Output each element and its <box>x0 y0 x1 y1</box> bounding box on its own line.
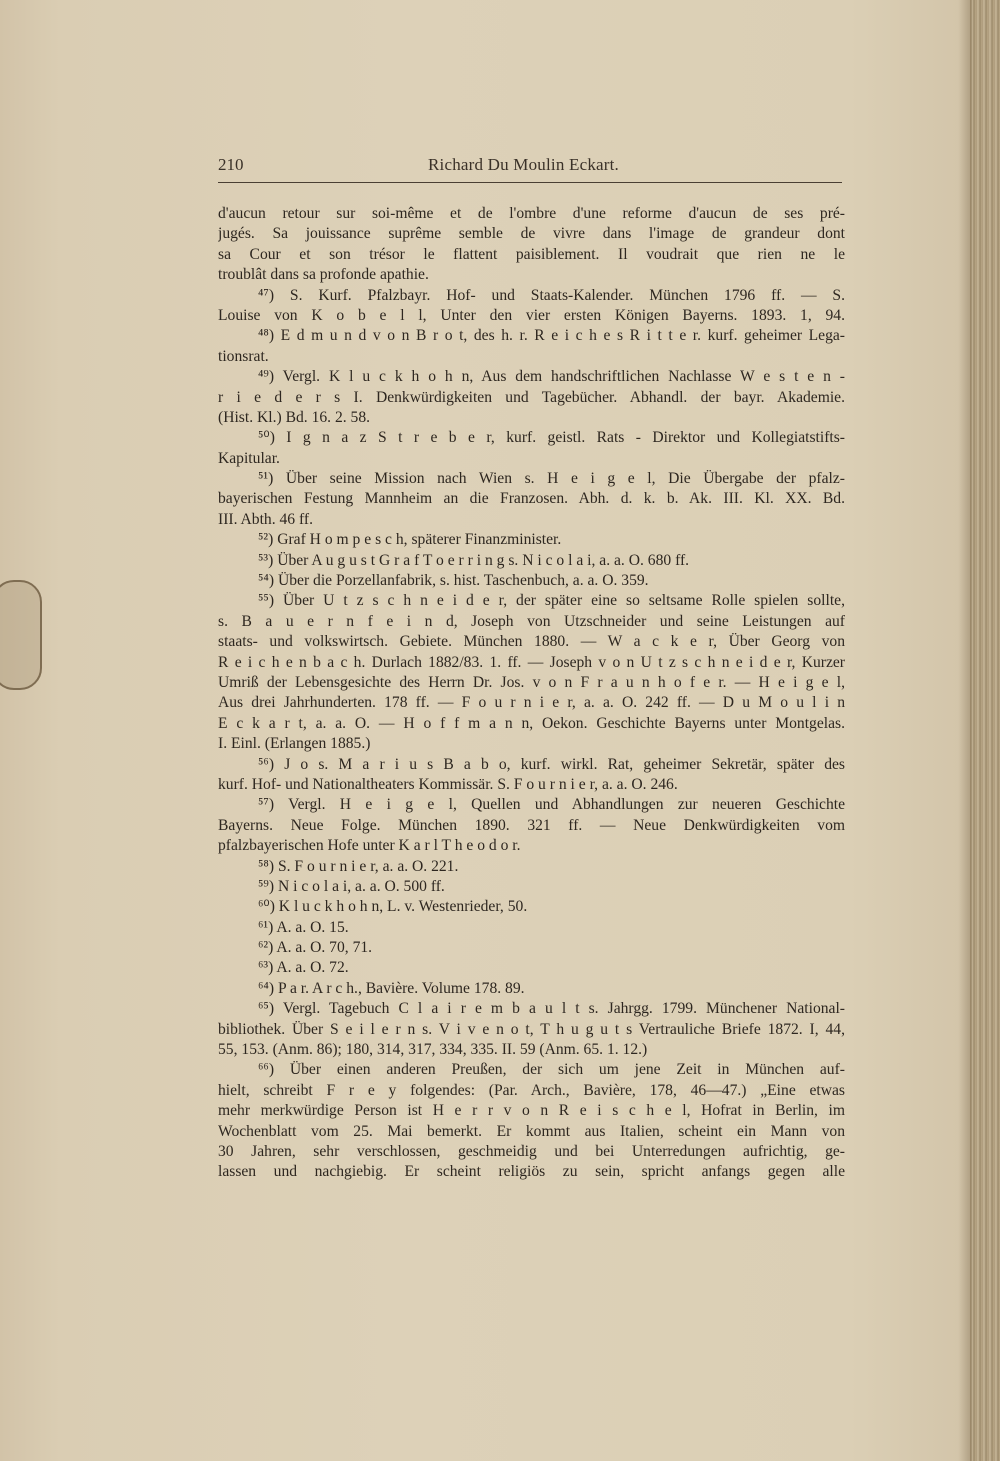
text-line: ⁶¹) A. a. O. 15. <box>258 918 349 936</box>
text-line: bibliothek. Über S e i l e r n s. V i v e n o t, T h u g u t s Vertrauliche Briefe 1872. I, 44, <box>218 1020 845 1038</box>
text-line: ⁶⁵) Vergl. Tagebuch C l a i r e m b a u l t s. Jahrgg. 1799. Münchener National- <box>258 1000 845 1018</box>
text-line: R e i c h e n b a c h. Durlach 1882/83. 1. ff. — Joseph v o n U t z s c h n e i d e r, Kurzer <box>218 653 845 671</box>
text-line: ⁵²) Graf H o m p e s c h, späterer Finanzminister. <box>258 531 562 549</box>
text-line: ⁵⁵) Über U t z s c h n e i d e r, der später eine so seltsame Rolle spielen sollte, <box>258 592 845 610</box>
text-line: ⁶³) A. a. O. 72. <box>258 959 349 977</box>
text-line: ⁴⁸) E d m u n d v o n B r o t, des h. r. R e i c h e s R i t t e r. kurf. geheimer Lega- <box>258 327 845 345</box>
text-line: I. Einl. (Erlangen 1885.) <box>218 735 371 753</box>
footnote-text-block <box>218 204 845 1183</box>
text-line: ⁵³) Über A u g u s t G r a f T o e r r i n g s. N i c o l a i, a. a. O. 680 ff. <box>258 551 690 569</box>
text-line: ⁶⁰) K l u c k h o h n, L. v. Westenrieder, 50. <box>258 898 528 916</box>
text-line: ⁵⁴) Über die Porzellanfabrik, s. hist. Taschenbuch, a. a. O. 359. <box>258 572 649 590</box>
page-header <box>218 155 842 183</box>
text-line: tionsrat. <box>218 347 269 365</box>
text-line: jugés. Sa jouissance suprême semble de vivre dans l'image de grandeur dont <box>218 225 845 243</box>
text-line: ⁵⁶) J o s. M a r i u s B a b o, kurf. wirkl. Rat, geheimer Sekretär, später des <box>258 755 845 773</box>
text-line: 55, 153. (Anm. 86); 180, 314, 317, 334, 335. II. 59 (Anm. 65. 1. 12.) <box>218 1041 648 1059</box>
text-line: Kapitular. <box>218 449 280 467</box>
text-line: hielt, schreibt F r e y folgendes: (Par. Arch., Bavière, 178, 46—47.) „Eine etwas <box>218 1081 845 1099</box>
text-line: III. Abth. 46 ff. <box>218 510 313 528</box>
text-line: mehr merkwürdige Person ist H e r r v o n R e i s c h e l, Hofrat in Berlin, im <box>218 1102 845 1120</box>
text-line: ⁵⁹) N i c o l a i, a. a. O. 500 ff. <box>258 877 445 895</box>
page-number: 210 <box>218 155 244 174</box>
text-line: troublât dans sa profonde apathie. <box>218 266 429 284</box>
text-line: ⁴⁹) Vergl. K l u c k h o h n, Aus dem handschriftlichen Nachlasse W e s t e n - <box>258 368 845 386</box>
text-line: d'aucun retour sur soi-même et de l'ombre d'une reforme d'aucun de ses pré- <box>218 205 845 222</box>
text-line: ⁵⁷) Vergl. H e i g e l, Quellen und Abhandlungen zur neueren Geschichte <box>258 796 845 814</box>
text-line: E c k a r t, a. a. O. — H o f f m a n n, Oekon. Geschichte Bayerns unter Montgelas. <box>218 714 845 732</box>
text-line: r i e d e r s I. Denkwürdigkeiten und Tagebücher. Abhandl. der bayr. Akademie. <box>218 388 845 406</box>
book-page-edge <box>970 0 1000 1461</box>
text-line: kurf. Hof- und Nationaltheaters Kommissär. S. F o u r n i e r, a. a. O. 246. <box>218 775 678 793</box>
text-line: ⁶⁶) Über einen anderen Preußen, der sich um jene Zeit in München auf- <box>258 1061 845 1079</box>
text-line: ⁵⁸) S. F o u r n i e r, a. a. O. 221. <box>258 857 459 875</box>
text-line: Louise von K o b e l l, Unter den vier ersten Königen Bayerns. 1893. 1, 94. <box>218 306 845 324</box>
text-line: ⁶⁴) P a r. A r c h., Bavière. Volume 178. 89. <box>258 979 525 997</box>
text-line: 30 Jahren, sehr verschlossen, geschmeidig und bei Unterredungen aufrichtig, ge- <box>218 1142 845 1160</box>
text-line: Aus drei Jahrhunderten. 178 ff. — F o u r n i e r, a. a. O. 242 ff. — D u M o u l i n <box>218 694 845 712</box>
text-line: lassen und nachgiebig. Er scheint religiös zu sein, spricht anfangs gegen alle <box>218 1163 845 1181</box>
text-line: staats- und volkswirtsch. Gebiete. München 1880. — W a c k e r, Über Georg von <box>218 633 845 651</box>
text-line: sa Cour et son trésor le flattent paisiblement. Il voudrait que rien ne le <box>218 245 845 263</box>
page-edge-shadow <box>958 0 972 1461</box>
text-line: Bayerns. Neue Folge. München 1890. 321 ff. — Neue Denkwürdigkeiten vom <box>218 816 845 834</box>
running-head: Richard Du Moulin Eckart. <box>428 155 620 174</box>
text-line: pfalzbayerischen Hofe unter K a r l T h e o d o r. <box>218 837 521 855</box>
text-line: ⁵⁰) I g n a z S t r e b e r, kurf. geistl. Rats - Direktor und Kollegiatstifts- <box>258 429 845 447</box>
header-rule <box>218 182 842 183</box>
text-line: (Hist. Kl.) Bd. 16. 2. 58. <box>218 408 371 426</box>
text-line: Wochenblatt vom 25. Mai bemerkt. Er kommt aus Italien, scheint ein Mann von <box>218 1122 845 1140</box>
text-line: Umriß der Lebensgesichte des Herrn Dr. Jos. v o n F r a u n h o f e r. — H e i g e l, <box>218 673 845 691</box>
text-line: ⁴⁷) S. Kurf. Pfalzbayr. Hof- und Staats-Kalender. München 1796 ff. — S. <box>258 286 845 304</box>
text-line: ⁵¹) Über seine Mission nach Wien s. H e i g e l, Die Übergabe der pfalz- <box>258 470 845 488</box>
text-line: s. B a u e r n f e i n d, Joseph von Utzschneider und seine Leistungen auf <box>218 612 845 630</box>
binding-clip <box>0 580 42 690</box>
text-line: ⁶²) A. a. O. 70, 71. <box>258 939 373 957</box>
text-line: bayerischen Festung Mannheim an die Franzosen. Abh. d. k. b. Ak. III. Kl. XX. Bd. <box>218 490 845 508</box>
